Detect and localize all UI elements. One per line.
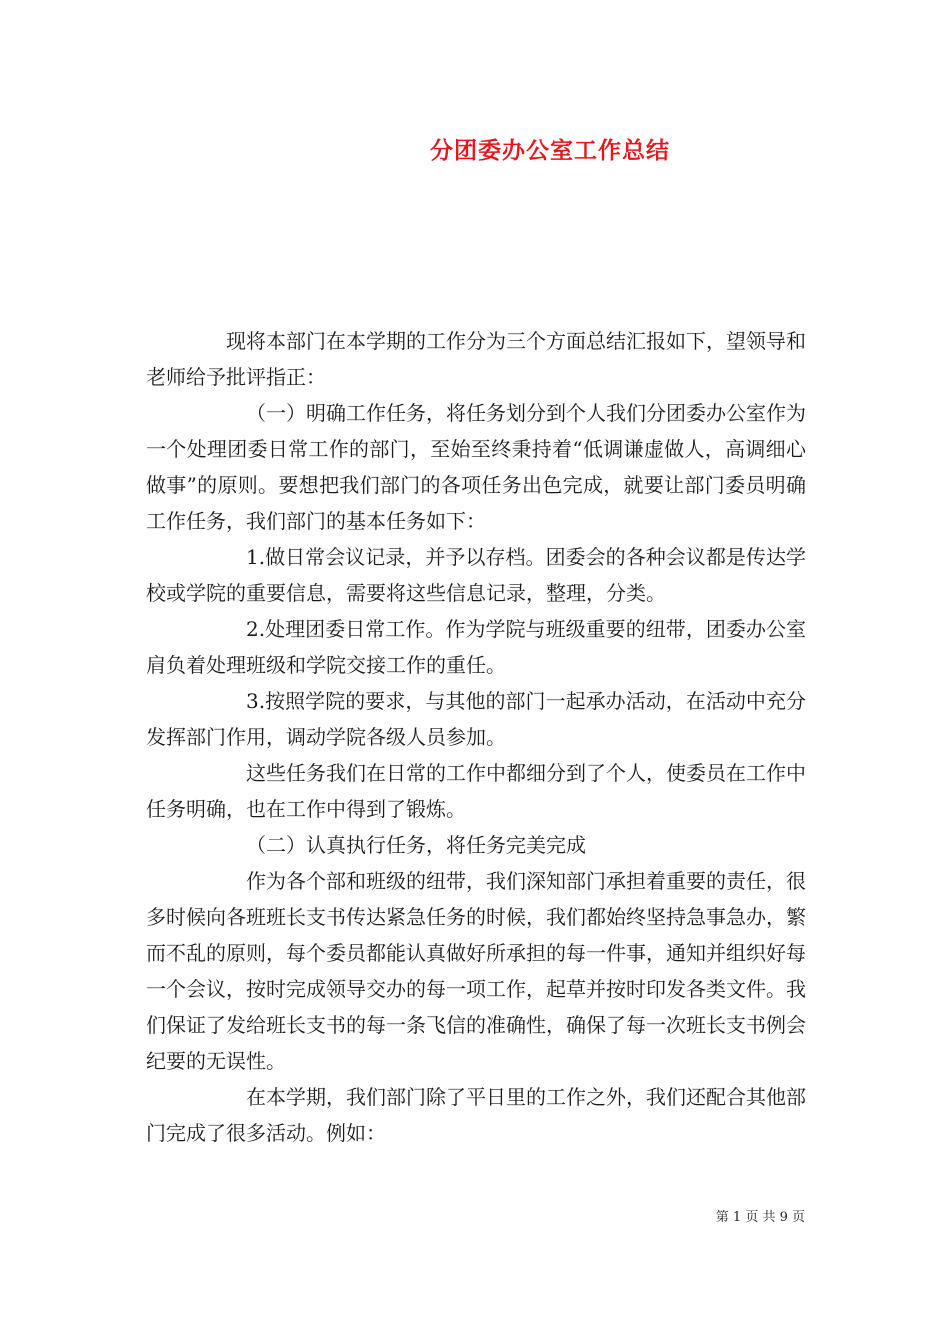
page-number-footer: 第 1 页 共 9 页 [715, 1210, 805, 1225]
document-body [146, 323, 806, 1151]
task-item-3: 3.按照学院的要求，与其他的部门一起承办活动，在活动中充分发挥部门作用，调动学院各级人员参加。 [146, 689, 806, 749]
section-two-heading: （二）认真执行任务，将任务完美完成 [246, 833, 586, 857]
task-item-2: 2.处理团委日常工作。作为学院与班级重要的纽带，团委办公室肩负着处理班级和学院交接工作的重任。 [146, 617, 806, 677]
section-one-paragraph: （一）明确工作任务，将任务划分到个人我们分团委办公室作为一个处理团委日常工作的部门，至始至终秉持着“低调谦虚做人，高调细心做事”的原则。要想把我们部门的各项任务出色完成，就要让部门委员明确工作任务，我们部门的基本任务如下： [146, 401, 806, 533]
task-item-1: 1.做日常会议记录，并予以存档。团委会的各种会议都是传达学校或学院的重要信息，需要将这些信息记录，整理，分类。 [146, 545, 806, 605]
intro-paragraph: 现将本部门在本学期的工作分为三个方面总结汇报如下，望领导和老师给予批评指正： [146, 329, 806, 389]
section-two-paragraph: 作为各个部和班级的纽带，我们深知部门承担着重要的责任，很多时候向各班班长支书传达紧急任务的时候，我们都始终坚持急事急办，繁而不乱的原则，每个委员都能认真做好所承担的每一件事，通知并组织好每一个会议，按时完成领导交办的每一项工作，起草并按时印发各类文件。我们保证了发给班长支书的每一条飞信的准确性，确保了每一次班长支书例会纪要的无误性。 [146, 869, 806, 1073]
task-summary-paragraph: 这些任务我们在日常的工作中都细分到了个人，使委员在工作中任务明确，也在工作中得到了锻炼。 [146, 761, 806, 821]
document-title: 分团委办公室工作总结 [430, 137, 670, 164]
activities-paragraph: 在本学期，我们部门除了平日里的工作之外，我们还配合其他部门完成了很多活动。例如： [146, 1085, 806, 1145]
